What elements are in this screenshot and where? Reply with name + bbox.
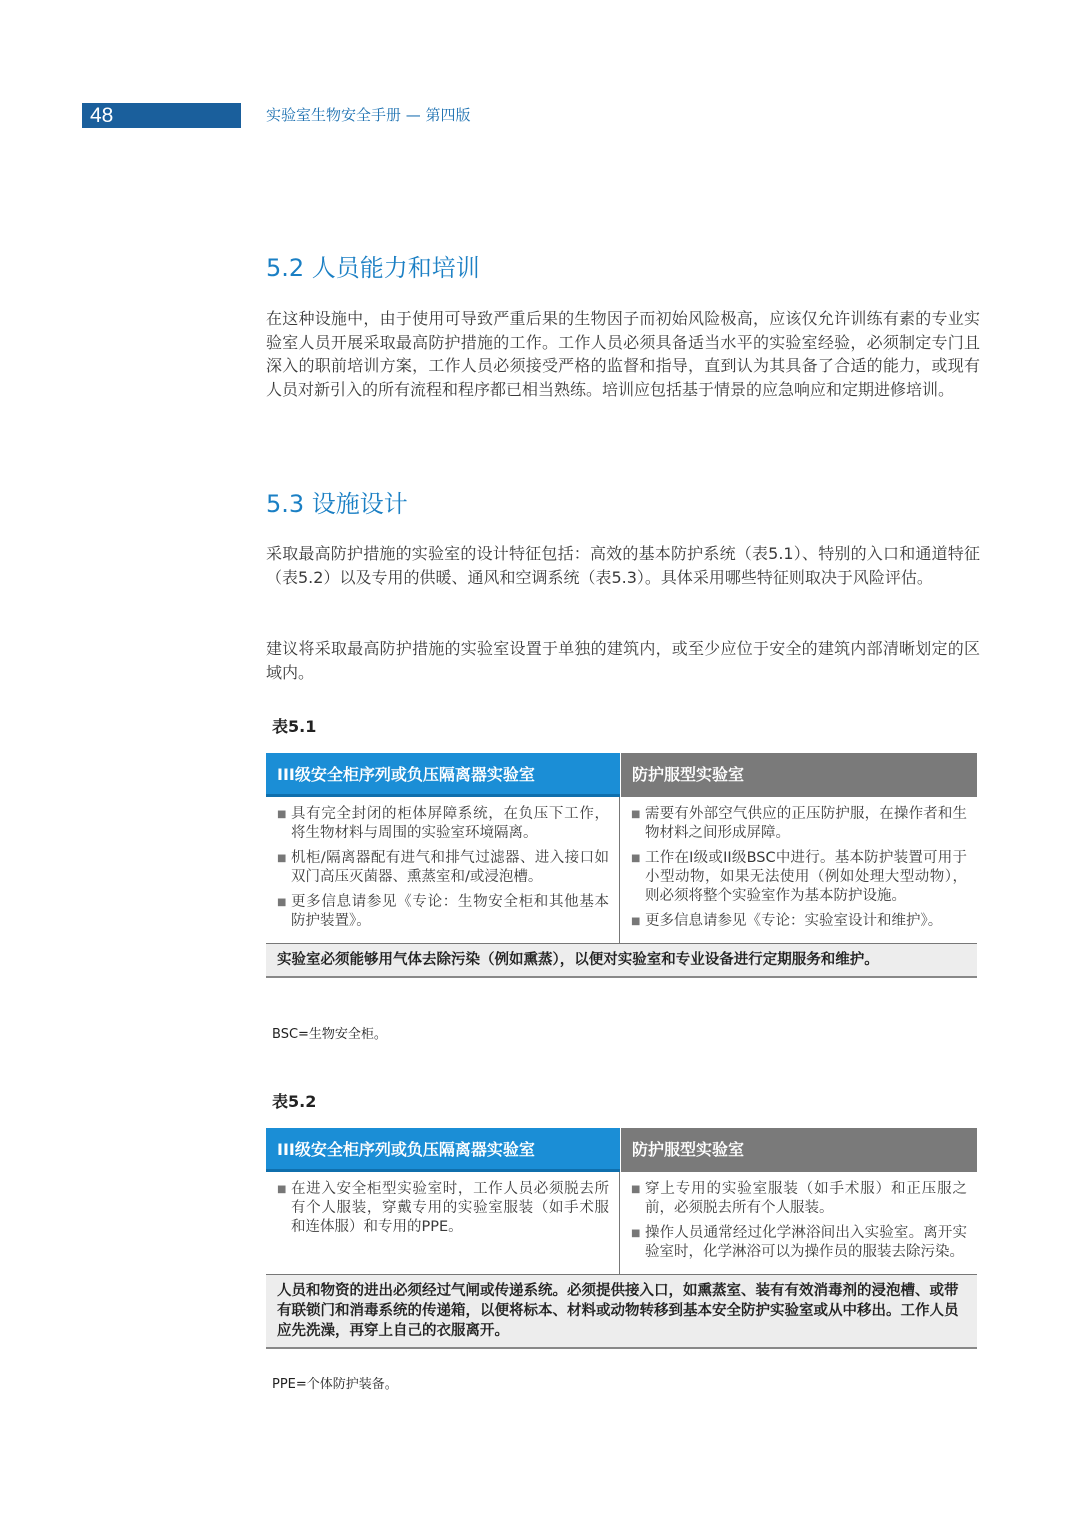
running-title: 实验室生物安全手册 — 第四版 bbox=[266, 106, 471, 124]
table-5-2-caption: 表5.2 bbox=[272, 1092, 317, 1111]
column-header-cabinet-lab: III级安全柜序列或负压隔离器实验室 bbox=[266, 1128, 620, 1172]
list-item: ■ 具有完全封闭的柜体屏障系统，在负压下工作，将生物材料与周围的实验室环境隔离。 bbox=[277, 806, 609, 841]
table-5-1-note: BSC=生物安全柜。 bbox=[272, 1027, 387, 1042]
table-5-1-caption: 表5.1 bbox=[272, 717, 317, 736]
bullet-icon: ■ bbox=[277, 1184, 287, 1195]
bullet-icon: ■ bbox=[277, 809, 287, 820]
bullet-icon: ■ bbox=[631, 853, 641, 864]
bullet-icon: ■ bbox=[631, 1228, 641, 1239]
list-item: ■ 需要有外部空气供应的正压防护服，在操作者和生物材料之间形成屏障。 bbox=[631, 806, 967, 841]
column-header-suit-lab: 防护服型实验室 bbox=[620, 1128, 977, 1172]
list-item: ■ 更多信息请参见《专论：生物安全柜和其他基本防护装置》。 bbox=[277, 894, 609, 929]
list-item: ■ 机柜/隔离器配有进气和排气过滤器、进入接口如双门高压灭菌器、熏蒸室和/或浸泡槽。 bbox=[277, 850, 609, 885]
list-item: ■ 工作在I级或II级BSC中进行。基本防护装置可用于小型动物，如果无法使用（例如处理大型动物），则必须将整个实验室作为基本防护设施。 bbox=[631, 850, 967, 904]
bullet-icon: ■ bbox=[631, 1184, 641, 1195]
section-5-3-paragraph-2: 建议将采取最高防护措施的实验室设置于单独的建筑内，或至少应位于安全的建筑内部清晰划定的区域内。 bbox=[266, 639, 980, 682]
page-number: 48 bbox=[82, 103, 241, 128]
table-5-1 bbox=[266, 753, 977, 978]
bullet-icon: ■ bbox=[277, 897, 287, 908]
list-item: ■ 穿上专用的实验室服装（如手术服）和正压服之前，必须脱去所有个人服装。 bbox=[631, 1181, 967, 1216]
table-header-row bbox=[266, 753, 977, 797]
bullet-icon: ■ bbox=[631, 809, 641, 820]
section-5-2-paragraph: 在这种设施中，由于使用可导致严重后果的生物因子而初始风险极高，应该仅允许训练有素的专业实验室人员开展采取最高防护措施的工作。工作人员必须具备适当水平的实验室经验，必须制定专门且深入的职前培训方案，工作人员必须接受严格的监督和指导，直到认为其具备了合适的能力，或现有人员对新引入的所有流程和程序都已相当熟练。培训应包括基于情景的应急响应和定期进修培训。 bbox=[266, 309, 980, 399]
bullet-icon: ■ bbox=[277, 853, 287, 864]
cabinet-lab-cell bbox=[266, 1172, 620, 1274]
column-header-cabinet-lab: III级安全柜序列或负压隔离器实验室 bbox=[266, 753, 620, 797]
table-body-row bbox=[266, 797, 977, 944]
table-header-row bbox=[266, 1128, 977, 1172]
section-title-5-3: 5.3 设施设计 bbox=[266, 490, 408, 518]
list-item: ■ 更多信息请参见《专论：实验室设计和维护》。 bbox=[631, 913, 943, 929]
section-5-3-paragraph-1: 采取最高防护措施的实验室的设计特征包括：高效的基本防护系统（表5.1）、特别的入口和通道特征（表5.2）以及专用的供暖、通风和空调系统（表5.3）。具体采用哪些特征则取决于风险评估。 bbox=[266, 544, 980, 587]
cabinet-lab-cell bbox=[266, 797, 620, 943]
suit-lab-cell bbox=[620, 1172, 977, 1274]
table-body-row bbox=[266, 1172, 977, 1275]
table-5-2-note: PPE=个体防护装备。 bbox=[272, 1377, 398, 1392]
list-item: ■ 操作人员通常经过化学淋浴间出入实验室。离开实验室时，化学淋浴可以为操作员的服装去除污染。 bbox=[631, 1225, 967, 1260]
column-header-suit-lab: 防护服型实验室 bbox=[620, 753, 977, 797]
table-5-2 bbox=[266, 1128, 977, 1349]
table-footer-row: 人员和物资的进出必须经过气闸或传递系统。必须提供接入口，如熏蒸室、装有有效消毒剂的浸泡槽、或带有联锁门和消毒系统的传递箱，以便将标本、材料或动物转移到基本安全防护实验室或从中移出。工作人员应先洗澡，再穿上自己的衣服离开。 bbox=[266, 1275, 977, 1349]
bullet-icon: ■ bbox=[631, 916, 641, 927]
table-footer-row: 实验室必须能够用气体去除污染（例如熏蒸），以便对实验室和专业设备进行定期服务和维护。 bbox=[266, 944, 977, 978]
suit-lab-cell bbox=[620, 797, 977, 943]
section-title-5-2: 5.2 人员能力和培训 bbox=[266, 254, 480, 282]
list-item: ■ 在进入安全柜型实验室时，工作人员必须脱去所有个人服装，穿戴专用的实验室服装（如手术服和连体服）和专用的PPE。 bbox=[277, 1181, 609, 1235]
